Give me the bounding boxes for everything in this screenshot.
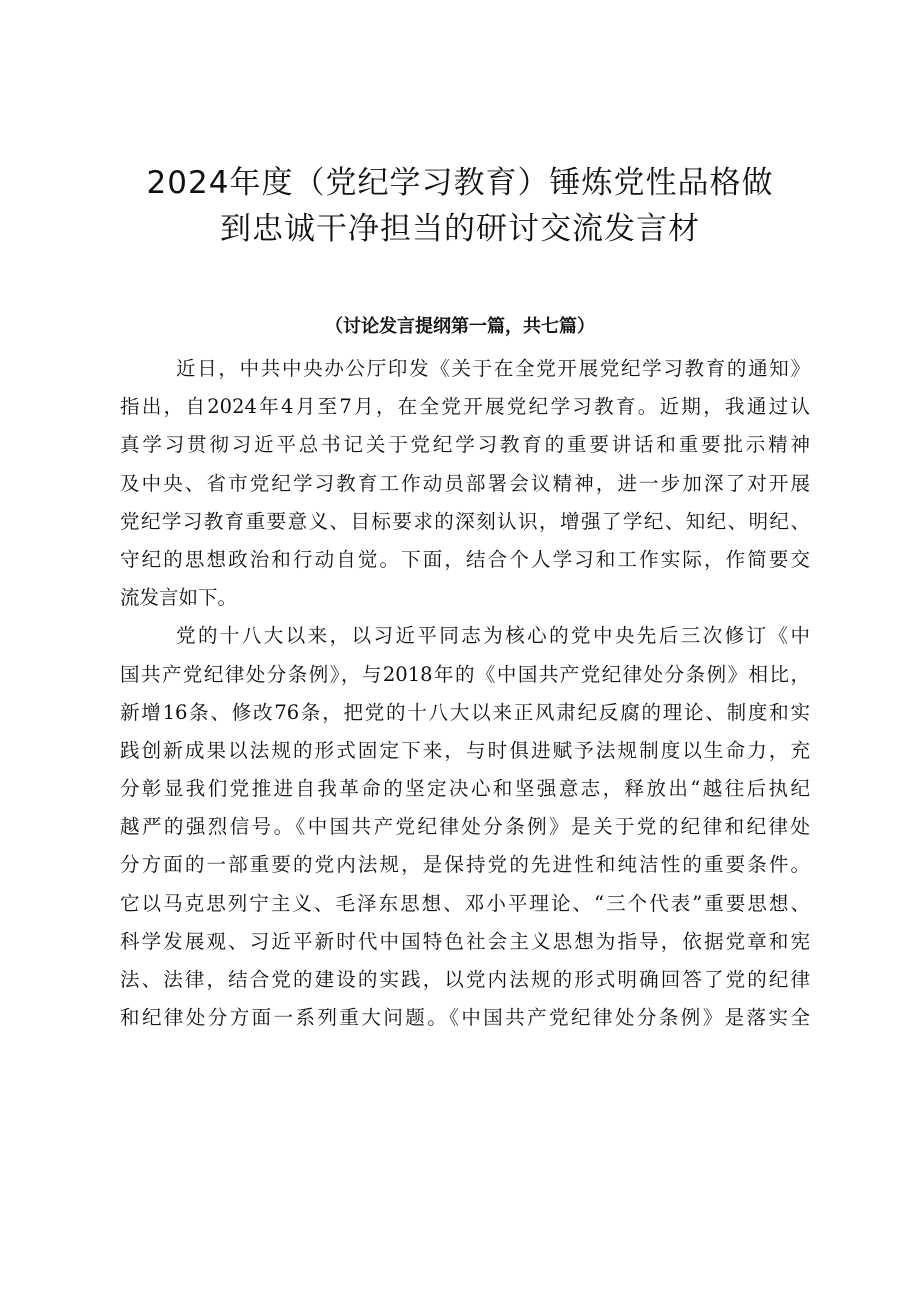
text-line: 真学习贯彻习近平总书记关于党纪学习教育的重要讲话和重要批示精神 [120,433,810,457]
title-line: 到忠诚干净担当的研讨交流发言材 [220,211,700,247]
text-line: 和纪律处分方面一系列重大问题。《中国共产党纪律处分条例》是落实全 [120,1006,810,1030]
text-line: 新增16条、修改76条，把党的十八大以来正风肃纪反腐的理论、制度和实 [120,700,810,724]
text-line: 科学发展观、习近平新时代中国特色社会主义思想为指导，依据党章和宪 [120,929,810,953]
text-line: 近日，中共中央办公厅印发《关于在全党开展党纪学习教育的通知》 [176,357,810,380]
text-line: 流发言如下。 [120,586,238,610]
text-line: 分彰显我们党推进自我革命的坚定决心和坚强意志，释放出“越往后执纪 [120,777,810,801]
document-title [100,160,820,252]
text-line: 党的十八大以来，以习近平同志为核心的党中央先后三次修订《中 [176,624,810,648]
document-body [120,350,810,1037]
paragraph-2 [120,617,810,1037]
text-line: 践创新成果以法规的形式固定下来，与时俱进赋予法规制度以生命力，充 [120,738,810,762]
text-line: 守纪的思想政治和行动自觉。下面，结合个人学习和工作实际，作简要交 [120,547,810,571]
text-line: 它以马克思列宁主义、毛泽东思想、邓小平理论、“三个代表”重要思想、 [120,891,810,915]
text-line: 指出，自2024年4月至7月，在全党开展党纪学习教育。近期，我通过认 [120,395,810,419]
text-line: 法、法律，结合党的建设的实践，以党内法规的形式明确回答了党的纪律 [120,968,810,991]
text-line: 越严的强烈信号。《中国共产党纪律处分条例》是关于党的纪律和纪律处 [120,815,810,839]
text-line: 党纪学习教育重要意义、目标要求的深刻认识，增强了学纪、知纪、明纪、 [120,509,810,533]
text-line: 及中央、省市党纪学习教育工作动员部署会议精神，进一步加深了对开展 [120,471,810,495]
text-line: 国共产党纪律处分条例》，与2018年的《中国共产党纪律处分条例》相比， [120,662,810,686]
title-line: 2024年度（党纪学习教育）锤炼党性品格做 [146,165,774,201]
text-line: 分方面的一部重要的党内法规，是保持党的先进性和纯洁性的重要条件。 [120,853,810,877]
paragraph-1 [120,350,810,617]
document-subtitle: （讨论发言提纲第一篇，共七篇） [325,316,595,337]
